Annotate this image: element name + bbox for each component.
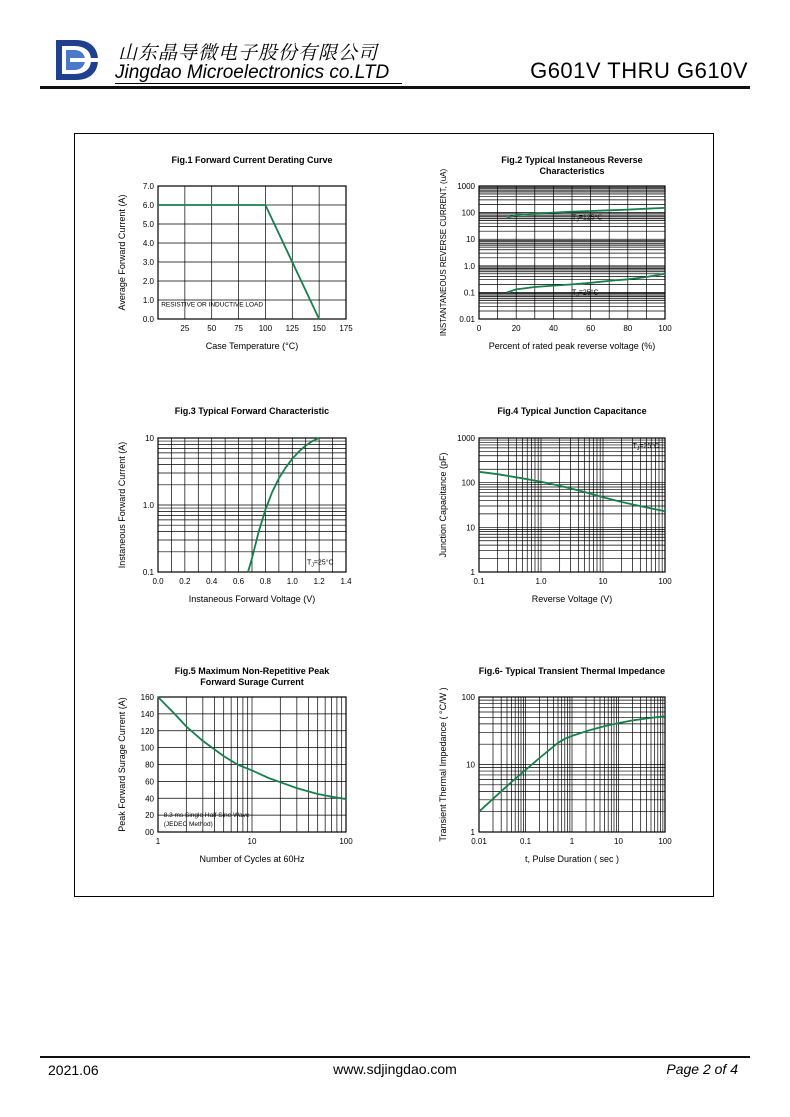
fig6-ytick-label: 100	[461, 693, 475, 702]
fig5-ytick-label: 140	[140, 709, 154, 719]
fig6-ytick-label: 1	[470, 828, 475, 837]
part-range-title: G601V THRU G610V	[530, 58, 748, 83]
fig2-ytick-label: 10	[466, 235, 475, 245]
fig5-ytick-label: 160	[140, 693, 154, 702]
fig6-ytick-label: 10	[466, 760, 475, 770]
fig2-xtick-label: 80	[623, 324, 633, 333]
fig5-title: Forward Surage Current	[200, 677, 304, 687]
fig3-xtick-label: 0.0	[152, 577, 164, 586]
footer-website: www.sdjingdao.com	[333, 1061, 457, 1077]
fig6-y-axis-label: Transient Thermal Impedance ( °C/W )	[438, 687, 448, 842]
fig5-ytick-label: 60	[145, 777, 154, 787]
fig1-x-axis-label: Case Temperature (°C)	[205, 341, 299, 351]
fig1-ytick-label: 5.0	[142, 220, 154, 229]
fig1-xtick-label: 25	[180, 324, 190, 333]
fig6-xtick-label: 10	[614, 837, 623, 846]
fig3-title: Fig.3 Typical Forward Characteristic	[174, 406, 330, 416]
fig4-xtick-label: 100	[658, 577, 672, 586]
fig1-ytick-label: 7.0	[142, 182, 154, 191]
fig4-ytick-label: 10	[466, 523, 475, 533]
fig4-x-axis-label: Reverse Voltage (V)	[531, 594, 613, 604]
fig2-y-axis-label: INSTANTANEOUS REVERSE CURRENT, (uA)	[439, 168, 448, 337]
fig3-ytick-label: 10	[145, 434, 154, 443]
fig4-y-axis-label: Junction Capacitance (pF)	[438, 452, 448, 558]
fig3-x-axis-label: Instaneous Forward Voltage (V)	[188, 594, 316, 604]
fig3-xtick-label: 0.2	[179, 577, 191, 586]
fig1-ytick-label: 3.0	[142, 258, 154, 267]
fig1-ytick-label: 0.0	[142, 315, 154, 324]
fig5-x-axis-label: Number of Cycles at 60Hz	[199, 854, 305, 864]
footer-rule	[40, 1056, 750, 1058]
fig5-ytick-label: 20	[145, 811, 154, 821]
fig3-xtick-label: 1.2	[313, 577, 325, 586]
fig4-xtick-label: 1.0	[535, 577, 547, 586]
fig5-title: Fig.5 Maximum Non-Repetitive Peak	[174, 666, 330, 676]
fig1-title: Fig.1 Forward Current Derating Curve	[171, 155, 333, 165]
fig3-y-axis-label: Instaneous Forward Current (A)	[117, 441, 127, 569]
fig4-annotation: $T_J=25^\circ C$	[632, 442, 660, 452]
fig2-xtick-label: 60	[586, 324, 596, 333]
fig5-ytick-label: 80	[145, 760, 154, 770]
fig3-annotation: $T_J=25^\circ C$	[307, 559, 334, 569]
fig3-xtick-label: 0.8	[259, 577, 271, 586]
fig2-ytick-label: 0.01	[459, 315, 475, 324]
fig5-y-axis-label: Peak Forward Surage Current (A)	[117, 697, 127, 832]
fig4-ytick-label: 1000	[457, 434, 475, 443]
fig2-ytick-label: 100	[461, 208, 475, 218]
fig2-ytick-label: 0.1	[463, 288, 475, 298]
fig1-ytick-label: 4.0	[142, 239, 154, 248]
fig5-xtick-label: 100	[339, 837, 353, 846]
fig3-ytick-label: 0.1	[142, 568, 154, 577]
fig2-ytick-label: 1000	[457, 182, 475, 191]
fig2-xtick-label: 100	[658, 324, 672, 333]
fig5-annotation: (JEDEC Method)	[163, 821, 213, 829]
fig2-ytick-label: 1.0	[463, 261, 475, 271]
fig3-xtick-label: 0.4	[206, 577, 218, 586]
fig1-ytick-label: 6.0	[142, 201, 154, 210]
fig2-xtick-label: 20	[511, 324, 521, 333]
fig2-x-axis-label: Percent of rated peak reverse voltage (%)	[488, 341, 656, 351]
fig4-ytick-label: 1	[470, 568, 475, 577]
company-name-en: Jingdao Microelectronics co.LTD	[115, 62, 390, 83]
fig1-xtick-label: 75	[234, 324, 244, 333]
fig3-ytick-label: 1.0	[142, 501, 154, 510]
fig1-ytick-label: 1.0	[142, 296, 154, 305]
fig6-x-axis-label: t, Pulse Duration ( sec )	[524, 854, 620, 864]
fig2-title: Fig.2 Typical Instaneous Reverse	[501, 155, 643, 165]
fig6-xtick-label: 0.1	[519, 837, 532, 846]
fig1-ytick-label: 2.0	[142, 277, 154, 286]
fig3-xtick-label: 0.6	[233, 577, 245, 586]
fig1-xtick-label: 125	[285, 324, 299, 333]
fig5-ytick-label: 40	[145, 794, 154, 804]
fig2-xtick-label: 40	[548, 324, 558, 333]
fig2-annotation: $T_J=125^\circ C$	[572, 214, 603, 224]
fig1-y-axis-label: Average Forward Current (A)	[117, 194, 127, 311]
fig5-ytick-label: 120	[140, 726, 154, 736]
footer-date: 2021.06	[48, 1062, 99, 1078]
fig1-xtick-label: 175	[339, 324, 353, 333]
fig6-xtick-label: 100	[658, 837, 672, 846]
fig1-xtick-label: 50	[207, 324, 217, 333]
fig3-xtick-label: 1.4	[340, 577, 352, 586]
fig4-xtick-label: 0.1	[473, 577, 485, 586]
company-name-cn: 山东晶导微电子股份有限公司	[118, 42, 379, 64]
fig1-xtick-label: 100	[258, 324, 273, 333]
fig2-annotation: $T_J=25^\circ C$	[572, 289, 599, 299]
fig1-xtick-label: 150	[312, 324, 326, 333]
fig5-xtick-label: 1	[155, 837, 161, 846]
fig2-xtick-label: 0	[476, 324, 482, 333]
fig6-title: Fig.6- Typical Transient Thermal Impedance	[478, 666, 666, 676]
fig5-xtick-label: 10	[247, 837, 257, 846]
fig4-title: Fig.4 Typical Junction Capacitance	[497, 406, 647, 416]
footer-page-number: Page 2 of 4	[666, 1061, 738, 1077]
fig1-annotation: RESISTIVE OR INDUCTIVE LOAD	[161, 301, 264, 309]
fig5-ytick-label: 00	[145, 828, 154, 837]
fig5-ytick-label: 100	[140, 743, 154, 753]
fig4-xtick-label: 10	[598, 577, 608, 586]
fig4-ytick-label: 100	[461, 478, 475, 488]
fig3-xtick-label: 1.0	[286, 577, 298, 586]
fig5-annotation: 8.3 ms Single Half Sine Wave	[163, 811, 250, 819]
fig6-xtick-label: 0.01	[471, 837, 487, 846]
fig2-title: Characteristics	[539, 166, 605, 176]
fig6-xtick-label: 1	[569, 837, 575, 846]
